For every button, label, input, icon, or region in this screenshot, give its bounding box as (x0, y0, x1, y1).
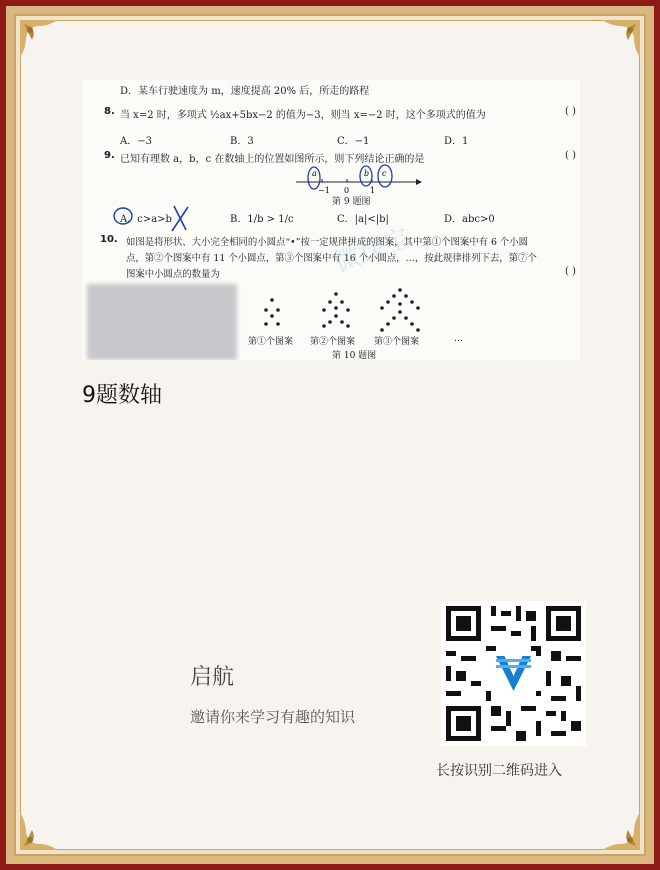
pattern-label: 第③个图案 (374, 337, 420, 347)
option-d: D．abc>0 (444, 214, 495, 225)
question-number: 8. (104, 106, 115, 117)
option-d: D．1 (444, 136, 469, 147)
pattern-label: 第②个图案 (310, 337, 356, 347)
option-c: C．−1 (337, 136, 370, 147)
option-a: A．−3 (120, 136, 152, 147)
corner-ornament-icon (582, 18, 642, 78)
blurred-region (87, 284, 237, 360)
pattern-ellipsis: … (454, 334, 463, 344)
dot-pattern-figure (250, 286, 470, 336)
question-9-text: 已知有理数 a，b，c 在数轴上的位置如图所示，则下列结论正确的是 (120, 154, 425, 165)
point-label: b (364, 169, 370, 178)
pattern-label: 第①个图案 (248, 337, 294, 347)
watermark: 微课宝 (330, 223, 414, 279)
corner-ornament-icon (18, 792, 78, 852)
question-number: 9. (104, 150, 115, 161)
axis-tick-label: 0 (344, 186, 350, 195)
answer-paren: ( ) (565, 266, 576, 277)
worksheet-photo (82, 80, 580, 360)
option-c: C．|a|<|b| (337, 214, 389, 225)
option-b: B．1/b > 1/c (230, 214, 294, 225)
image-caption: 9题数轴 (82, 383, 162, 408)
answer-paren: ( ) (565, 106, 576, 117)
answer-paren: ( ) (565, 150, 576, 161)
option-d-line: D．某车行驶速度为 m，速度提高 20% 后，所走的路程 (120, 86, 370, 97)
brand-title: 启航 (190, 665, 235, 690)
axis-tick-label: 1 (370, 186, 376, 195)
axis-tick-label: −1 (318, 186, 330, 195)
option-b: B．3 (230, 136, 254, 147)
point-label: c (382, 169, 387, 178)
figure-caption: 第 9 题图 (332, 197, 371, 207)
qr-code[interactable] (441, 601, 586, 746)
question-10-line: 点，第②个图案中有 11 个小圆点，第③个图案中有 16 个小圆点，…，按此规律排列下去，第⑦个 (126, 253, 537, 264)
question-number: 10. (100, 234, 118, 245)
question-8-text: 当 x=2 时，多项式 ½ax+5bx−2 的值为−3，则当 x=−2 时，这个多项式的值为 (120, 110, 486, 121)
brand-subtitle: 邀请你来学习有趣的知识 (190, 708, 356, 726)
figure-caption: 第 10 题图 (332, 351, 377, 360)
question-10-line: 如图是将形状、大小完全相同的小圆点“•”按一定规律拼成的图案，其中第①个图案中有 6 个小圆 (126, 237, 529, 248)
question-10-line: 图案中小圆点的数量为 (126, 269, 220, 280)
qr-caption: 长按识别二维码进入 (436, 763, 562, 779)
number-line-figure (292, 162, 422, 198)
option-a: A．c>a>b (120, 214, 172, 225)
qr-code-icon[interactable] (441, 601, 586, 746)
corner-ornament-icon (582, 792, 642, 852)
point-label: a (312, 169, 317, 178)
corner-ornament-icon (18, 18, 78, 78)
